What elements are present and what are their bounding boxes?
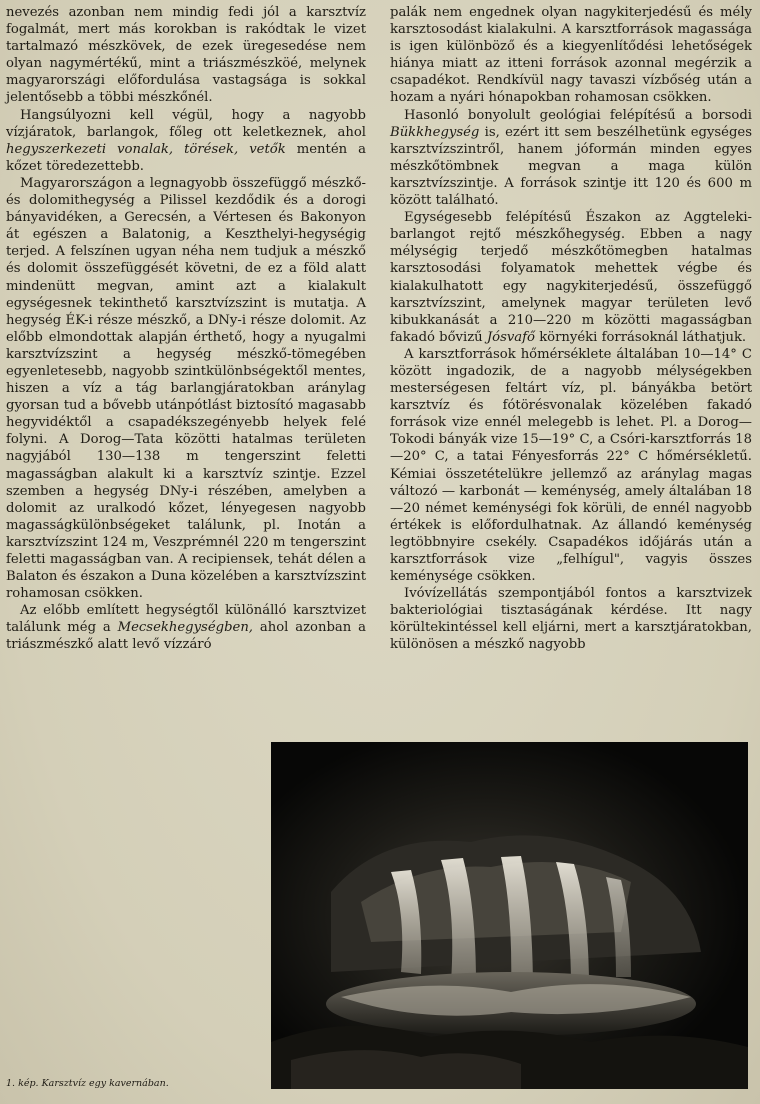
left-text-column [6, 4, 366, 654]
right-paragraph-4: A karsztforrások hőmérséklete általában 10—14° C között ingadozik, de a nagyobb mélységekben mesterségesen feltárt víz, pl. bányákba betört karsztvíz és fótörésvonalak közelében fakadó források vize ennél melegebb is lehet. Pl. a Dorog—Tokodi bányák vize 15—19° C, a Csóri-karsztforrás 18—20° C, a tatai Fényesforrás 22° C hőmérsékletű. Kémiai összetételükre jellemző az aránylag magas változó — karbonát — keménység, amely általában 18—20 német keménységi fok körüli, de ennél nagyobb értékek is előfordulhatnak. Az állandó keménység legtöbbnyire csekély. Csapadékos időjárás után a karsztforrások vize „felhígul", vagyis összes keménysége csökken. [390, 346, 752, 585]
emphasis-mecsek: Mecsekhegységben, [117, 620, 254, 636]
right-text-column [390, 4, 752, 654]
right-paragraph-1: palák nem engednek olyan nagykiterjedésű és mély karsztosodást kialakulni. A karsztforrások magassága is igen különböző és a kiegyenlítődési lehetőségek hiánya miatt az itteni források azonnal megérzik a csapadékot. Rendkívül nagy tavaszi vízbőség után a hozam a nyári hónapokban rohamosan csökken. [390, 5, 752, 106]
emphasis-josvafo: Jósvafő [486, 329, 535, 345]
figure-caption: 1. kép. Karsztvíz egy kavernában. [6, 1078, 169, 1089]
emphasis-fault-lines: hegyszerkezeti vonalak, törések, vetők [6, 141, 286, 157]
left-paragraph-3: Magyarországon a legnagyobb összefüggő mészkő- és dolomithegység a Pilissel kezdődik és a dorogi bányavidéken, a Gerecsén, a Vértesen és Bakonyon át egészen a Balatonig, a Keszthelyi-hegységig terjed. A felszínen ugyan néha nem tudjuk a mészkő és dolomit összefüggését követni, de ez a föld alatt mindenütt megvan, amint azt a kialakult egységesnek tekinthető karsztvízszint is mutatja. A hegység ÉK-i része mészkő, a DNy-i része dolomit. Az előbb elmondottak alapján érthető, hogy a nyugalmi karsztvízszint a hegység mészkő-tömegében egyenletesebb, nagyobb szintkülönbségektől mentes, hiszen a víz a tág barlangjáratokban aránylag gyorsan tud a bővebb utánpótlást biztosító magasabb hegyvidéktől a csapadékszegényebb helyek felé folyni. A Dorog—Tata közötti hatalmas területen nagyjából 130—138 m tengerszint feletti magasságban alakult ki a karsztvíz szintje. Ezzel szemben a hegység DNy-i részében, amelyben a dolomit az uralkodó kőzet, lényegesen nagyobb magasságkülönbségeket találunk, pl. Inotán a karsztvízszint 124 m, Veszprémnél 220 m tengerszint feletti magasságban van. A recipiensek, tehát délen a Balaton és északon a Duna közelében a karsztvízszint rohamosan csökken. [6, 175, 366, 602]
left-paragraph-1: nevezés azonban nem mindig fedi jól a karsztvíz fogalmát, mert más korokban is rakódtak le vizet tartalmazó mészkövek, de ezek üregesedése nem olyan nagymértékű, mint a triászmészköé, melynek magyarországi előfordulása vastagsága is sokkal jelentősebb a többi mészkőnél. [6, 5, 366, 106]
right-paragraph-2: Hasonló bonyolult geológiai felépítésű a borsodi Bükkhegység is, ezért itt sem beszélhetünk egységes karsztvízszintről, hanem jóformán minden egyes mészkőtömbnek megvan a maga külön karsztvízszintje. A források szintje itt 120 és 600 m között található. [390, 107, 752, 209]
emphasis-bukk: Bükkhegység [390, 124, 480, 140]
cavern-waterfall-illustration [271, 742, 748, 1089]
left-paragraph-4: Az előbb említett hegységtől különálló karsztvizet találunk még a Mecsekhegységben, ahol azonban a triászmészkő alatt levő vízzáró [6, 603, 366, 653]
right-paragraph-5: Ivóvízellátás szempontjából fontos a karsztvizek bakteriológiai tisztaságának kérdése. Itt nagy körültekintéssel kell eljárni, mert a karsztjáratokban, különösen a mészkő nagyobb [390, 586, 752, 653]
left-paragraph-2: Hangsúlyozni kell végül, hogy a nagyobb vízjáratok, barlangok, főleg ott keletkeznek, ahol hegyszerkezeti vonalak, törések, vetők mentén a kőzet töredezettebb. [6, 107, 367, 174]
right-paragraph-3: Egységesebb felépítésű Északon az Aggteleki-barlangot rejtő mészkőhegység. Ebben a nagy mélységig terjedő mészkőtömegben hatalmas karsztosodási folyamatok mehettek végbe és kialakulhatott egy nagykiterjedésű, összefüggő karsztvízszint, amelynek magyar területen levő kibukkanását a 210—220 m közötti magasságban fakadó bővizű Jósvafő környéki forrásoknál láthatjuk. [390, 210, 752, 345]
cavern-photograph [271, 742, 748, 1089]
